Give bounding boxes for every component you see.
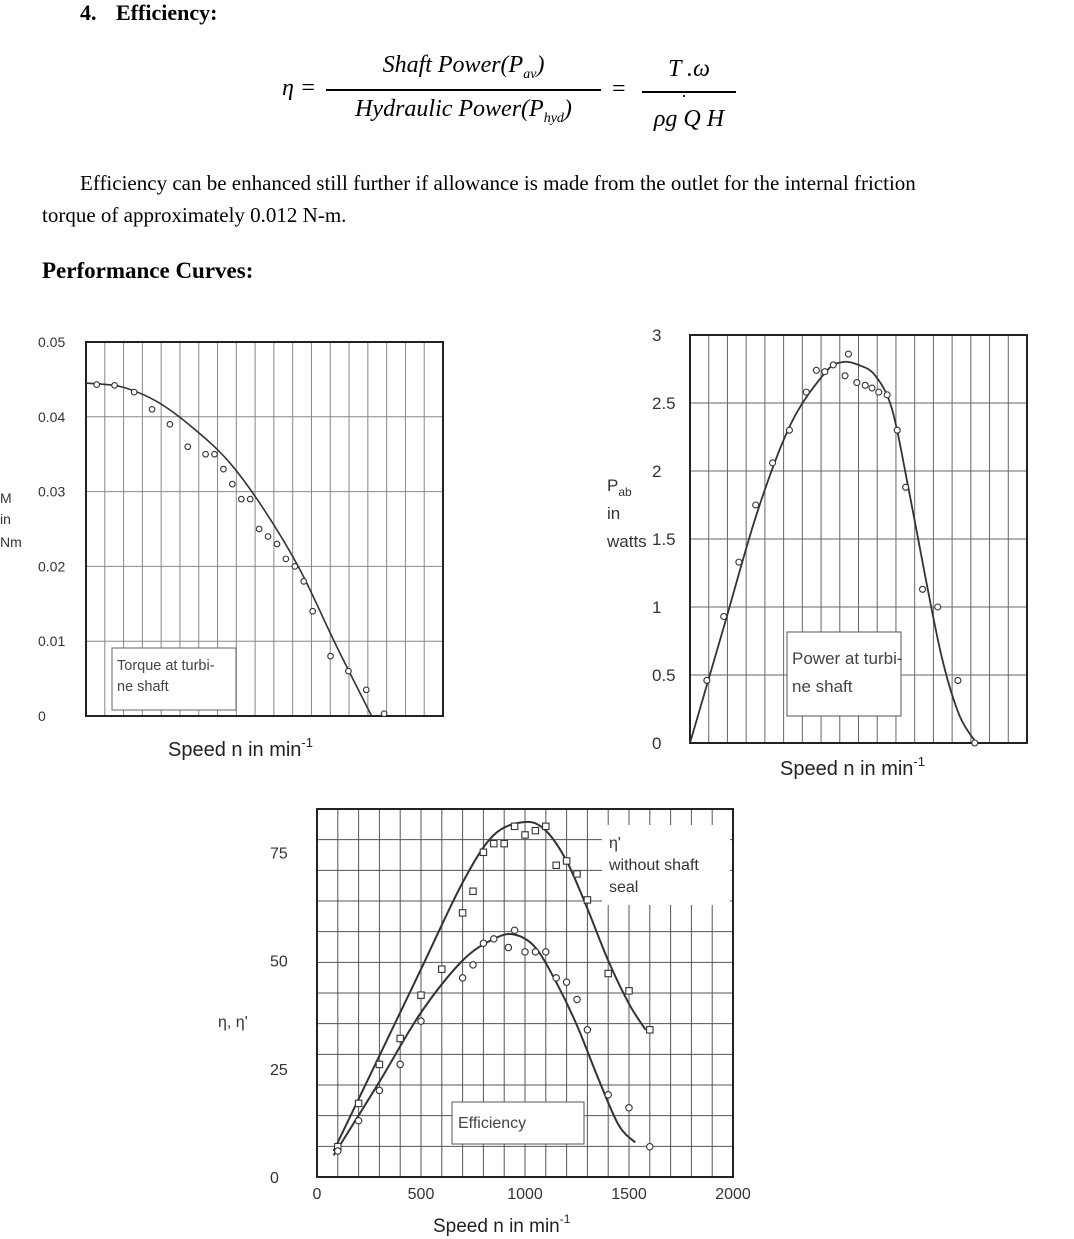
eta-prime-data-point [376,1061,382,1067]
section-number: 4. [80,0,97,25]
eta-data-point [376,1087,382,1093]
eta-prime-data-point [584,897,590,903]
torque-y-tick-label: 0 [38,708,46,724]
power-data-point [786,427,792,433]
torque-data-point [310,608,316,614]
eta-prime-data-point [459,910,465,916]
torque-data-point [265,534,271,540]
efficiency-xlabel-sup: -1 [559,1212,571,1226]
denominator-text: Hydraulic Power(P [355,96,544,122]
power-ylabel-sub: ab [618,485,632,499]
efficiency-y-tick-label: 0 [270,1170,279,1187]
eta-data-point [480,940,486,946]
torque-data-point [238,496,244,502]
eta-prime-data-point [511,823,517,829]
power-data-point [803,389,809,395]
eta-data-point [335,1148,341,1154]
power-data-point [813,367,819,373]
power-data-point [862,382,868,388]
torque-data-point [131,389,137,395]
efficiency-chart [200,795,790,1239]
torque-data-point [94,382,100,388]
power-data-point [830,362,836,368]
eta-prime-data-point [543,823,549,829]
efficiency-y-ticks [270,845,288,1187]
eta-data-point [647,1143,653,1149]
fraction-numerator [326,52,601,83]
fraction-bar-2 [642,91,736,93]
torque-data-point [283,556,289,562]
power-ylabel-3: watts [607,532,647,551]
power-data-point [876,389,882,395]
power-data-point [854,380,860,386]
efficiency-ylabel: η, η' [218,1014,248,1031]
power-y-ticks [652,326,676,753]
eta-data-point [355,1118,361,1124]
power-ylabel-p-text: P [607,476,619,495]
eta-prime-data-point [574,871,580,877]
eta-prime-data-point [522,832,528,838]
power-chart [590,315,1060,790]
eta-prime-label-1: η' [609,835,621,852]
eta-data-point [626,1105,632,1111]
efficiency-x-tick-label: 1500 [611,1186,647,1203]
eta-prime-data-point [491,840,497,846]
torque-data-point [230,481,236,487]
rhs-denominator: ρg Q H [653,106,725,132]
torque-y-tick-label: 0.01 [38,633,66,650]
power-xlabel-text: Speed n in min [780,758,914,780]
eta-data-point [553,975,559,981]
torque-data-point [301,579,307,585]
power-y-tick-label: 1.5 [652,530,676,549]
efficiency-x-ticks [313,1186,751,1203]
torque-data-point [274,541,280,547]
torque-data-point [212,451,218,457]
efficiency-y-tick-label: 75 [270,845,288,863]
torque-data-point [167,421,173,427]
eta-data-point [605,1092,611,1098]
fraction-bar-1 [326,89,601,91]
power-data-point [884,392,890,398]
numerator-close: ) [536,52,545,78]
torque-y-tick-label: 0.05 [38,334,66,350]
power-xlabel [780,754,925,780]
eta-data-point [584,1027,590,1033]
rhs-numerator: T .ω [668,56,710,82]
power-y-tick-label: 0 [652,734,662,753]
power-y-tick-label: 3 [652,326,662,345]
efficiency-y-tick-label: 50 [270,953,288,971]
power-y-tick-label: 1 [652,598,662,617]
torque-data-point [346,668,352,674]
torque-data-point [185,444,191,450]
power-xlabel-sup: -1 [913,754,925,769]
power-data-point [845,351,851,357]
power-data-point [770,460,776,466]
eta-data-point [505,944,511,950]
torque-data-point [328,653,334,659]
power-ylabel-2: in [607,504,621,523]
torque-chart [0,325,470,775]
numerator-text: Shaft Power(P [382,52,524,78]
torque-data-point [203,451,209,457]
efficiency-x-tick-label: 0 [312,1186,322,1203]
efficiency-legend-text: Efficiency [458,1115,527,1132]
eta-prime-label-3: seal [609,879,639,896]
eta-prime-data-point [480,849,486,855]
torque-y-tick-label: 0.03 [38,483,66,500]
denominator-close: ) [563,96,572,122]
eta-prime-data-point [355,1100,361,1106]
torque-ylabel-1: M [0,490,12,506]
torque-y-ticks [38,334,65,724]
eta-lhs: η = [282,75,317,101]
power-data-point [753,502,759,508]
section-title: Efficiency: [116,0,218,25]
power-data-point [822,369,828,375]
efficiency-y-tick-label: 25 [270,1061,288,1079]
eta-prime-data-point [605,970,611,976]
power-y-tick-label: 2 [652,462,662,481]
denominator-sub: hyd [543,110,564,126]
fraction-denominator [326,96,601,127]
torque-y-tick-label: 0.04 [38,408,66,425]
power-y-tick-label: 0.5 [652,666,676,685]
efficiency-x-tick-label: 1000 [507,1186,543,1203]
eta-prime-data-point [532,827,538,833]
torque-ylabel-3: Nm [0,534,22,550]
power-data-point [869,385,875,391]
torque-data-point [363,687,369,693]
paragraph-line-1: Efficiency can be enhanced still further if allowance is made from the outlet for the internal friction [80,171,916,195]
paragraph-line-2: torque of approximately 0.012 N-m. [42,203,347,227]
power-data-point [920,586,926,592]
eta-prime-label-2: without shaft [609,857,699,874]
eta-data-point [543,949,549,955]
efficiency-x-tick-label: 500 [407,1186,435,1203]
efficiency-equation [0,0,1074,150]
eta-data-point [459,975,465,981]
eta-data-point [491,936,497,942]
eta-data-point [563,979,569,985]
eta-data-point [511,927,517,933]
efficiency-xlabel [433,1212,571,1237]
torque-xlabel-sup: -1 [301,735,313,750]
power-data-point [842,373,848,379]
efficiency-xlabel-text: Speed n in min [433,1216,560,1237]
eta-prime-data-point [418,992,424,998]
torque-legend-line-1: Torque at turbi- [117,658,215,674]
torque-xlabel-text: Speed n in min [168,739,302,761]
eta-data-point [470,962,476,968]
eta-prime-data-point [470,888,476,894]
torque-data-point [256,526,262,532]
power-data-point [721,614,727,620]
power-y-tick-label: 2.5 [652,394,676,413]
performance-curves-heading: Performance Curves: [42,258,254,283]
torque-data-point [292,564,298,570]
eta-prime-data-point [563,858,569,864]
eta-prime-data-point [439,966,445,972]
eta-data-point [574,996,580,1002]
power-legend-line-2: ne shaft [792,677,853,696]
power-data-point [704,677,710,683]
numerator-sub: av [523,66,537,82]
power-data-point [935,604,941,610]
power-ylabel-p [607,476,632,499]
equals-sign: = [612,76,626,102]
power-data-point [736,559,742,565]
eta-prime-data-point [501,840,507,846]
power-data-point [972,740,978,746]
power-legend-line-1: Power at turbi- [792,649,903,668]
torque-data-point [247,496,253,502]
torque-y-tick-label: 0.02 [38,558,66,575]
eta-data-point [522,949,528,955]
torque-data-point [112,383,118,389]
eta-prime-data-point [647,1027,653,1033]
eta-data-point [418,1018,424,1024]
torque-xlabel [168,735,313,761]
torque-data-point [149,407,155,413]
power-data-point [955,677,961,683]
eta-prime-data-point [397,1035,403,1041]
q-dot: · [681,86,687,106]
eta-data-point [397,1061,403,1067]
torque-legend-line-2: ne shaft [117,679,169,695]
eta-prime-data-point [626,988,632,994]
power-data-point [903,484,909,490]
torque-ylabel-2: in [0,511,11,527]
eta-prime-data-point [553,862,559,868]
power-data-point [894,427,900,433]
efficiency-x-tick-label: 2000 [715,1186,751,1203]
power-legend-box [787,632,901,716]
torque-data-point [221,466,227,472]
eta-data-point [532,949,538,955]
torque-data-point [381,711,387,717]
